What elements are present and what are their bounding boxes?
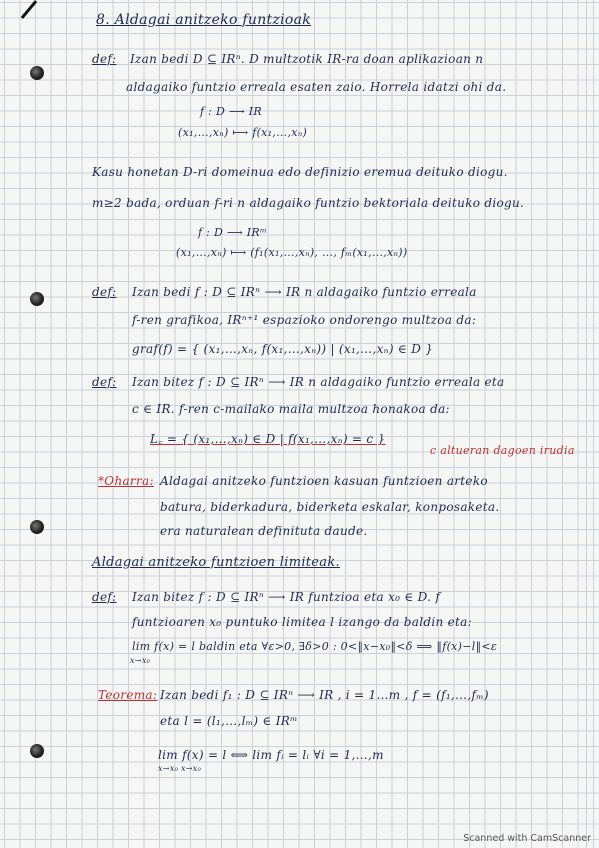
binder-hole <box>30 66 44 80</box>
def1-formula1: f : D ⟶ IR <box>200 105 262 118</box>
section2-title: Aldagai anitzeko funtzioen limiteak. <box>92 555 340 570</box>
binder-hole <box>30 292 44 306</box>
theorem-formula: lim f(x) = l ⟺ lim fᵢ = lᵢ ∀i = 1,…,m <box>158 748 384 762</box>
oharra-line1: Aldagai anitzeko funtzioen kasuan funtzioen arteko <box>160 474 488 488</box>
p2-formula1: f : D ⟶ IRᵐ <box>198 226 268 239</box>
theorem-line1: Izan bedi f₁ : D ⊆ IRⁿ ⟶ IR , i = 1…m , f = (f₁,…,fₘ) <box>160 688 489 702</box>
def4-line2: funtzioaren x₀ puntuko limitea l izango da baldin eta: <box>132 615 472 629</box>
oharra-line3: era naturalean definituta daude. <box>160 524 368 538</box>
theorem-label: Teorema: <box>98 688 158 702</box>
def1-line1: Izan bedi D ⊆ IRⁿ. D multzotik IR-ra doan aplikazioan n <box>130 52 484 66</box>
def3-line2: c ∈ IR. f-ren c-mailako maila multzoa honakoa da: <box>132 402 450 416</box>
binder-hole <box>30 744 44 758</box>
margin-line <box>586 0 587 848</box>
def2-line2: f-ren grafikoa, IRⁿ⁺¹ espazioko ondorengo multzoa da: <box>132 313 477 327</box>
def3-label: def: <box>92 375 117 389</box>
def4-sub: x→x₀ <box>130 656 151 665</box>
pen-mark <box>21 0 37 19</box>
oharra-line2: batura, biderkadura, biderketa eskalar, konposaketa. <box>160 500 500 514</box>
def3-note: c altueran dagoen irudia <box>430 444 575 457</box>
oharra-label: *Oharra: <box>98 474 154 488</box>
def3-line1: Izan bitez f : D ⊆ IRⁿ ⟶ IR n aldagaiko funtzio erreala eta <box>132 375 505 389</box>
def2-label: def: <box>92 285 117 299</box>
def4-formula: lim f(x) = l baldin eta ∀ε>0, ∃δ>0 : 0<‖x−x₀‖<δ ⟹ ‖f(x)−l‖<ε <box>132 640 498 653</box>
def1-formula2: (x₁,…,xₙ) ⟼ f(x₁,…,xₙ) <box>178 126 308 139</box>
theorem-sub: x→x₀ x→x₀ <box>158 764 202 773</box>
scanner-caption: Scanned with CamScanner <box>463 833 591 844</box>
def2-line1: Izan bedi f : D ⊆ IRⁿ ⟶ IR n aldagaiko funtzio erreala <box>132 285 477 299</box>
paragraph1: Kasu honetan D-ri domeinua edo definizio eremua deituko diogu. <box>92 165 508 179</box>
p2-formula2: (x₁,…,xₙ) ⟼ (f₁(x₁,…,xₙ), …, fₘ(x₁,…,xₙ)) <box>176 246 408 259</box>
def4-label: def: <box>92 590 117 604</box>
def3-formula: L꜀ = { (x₁,…,xₙ) ∈ D | f(x₁,…,xₙ) = c } <box>150 432 386 446</box>
theorem-line2: eta l = (l₁,…,lₘ) ∈ IRᵐ <box>160 714 298 728</box>
def1-label: def: <box>92 52 117 66</box>
def1-line2: aldagaiko funtzio erreala esaten zaio. Horrela idatzi ohi da. <box>126 80 507 94</box>
def4-line1: Izan bitez f : D ⊆ IRⁿ ⟶ IR funtzioa eta x₀ ∈ D. f <box>132 590 441 604</box>
paragraph2: m≥2 bada, orduan f-ri n aldagaiko funtzio bektoriala deituko diogu. <box>92 196 525 210</box>
binder-hole <box>30 520 44 534</box>
def2-formula: graf(f) = { (x₁,…,xₙ, f(x₁,…,xₙ)) | (x₁,…,xₙ) ∈ D } <box>132 342 434 356</box>
page-title: 8. Aldagai anitzeko funtzioak <box>96 12 312 28</box>
